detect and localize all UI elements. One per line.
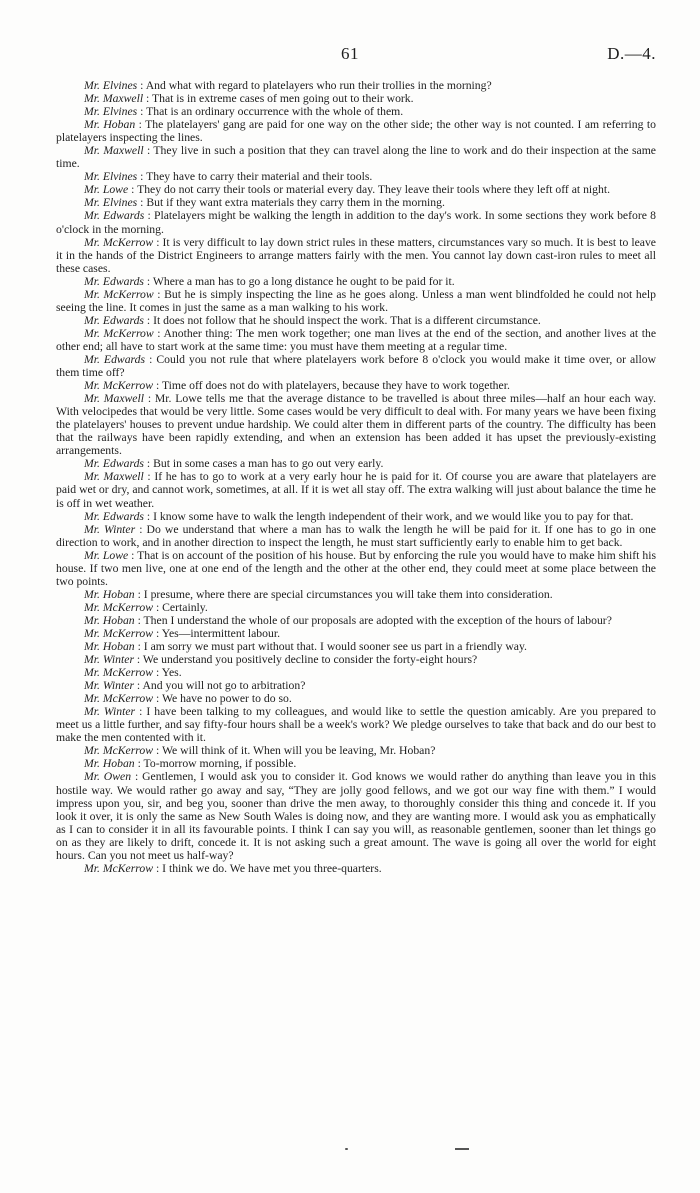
speaker-name: Mr. Edwards — [84, 313, 144, 327]
speaker-name: Mr. Winter — [84, 679, 134, 693]
speech-text: But if they want extra materials they carry them in the morning. — [146, 196, 445, 210]
speaker-name: Mr. Hoban — [84, 757, 135, 771]
speaker-name: Mr. Hoban — [84, 118, 136, 132]
speech-text: Platelayers might be walking the length in addition to the day's work. In some sections they work before 8 o'clock in the morning. — [56, 209, 657, 236]
page-number: 61 — [341, 44, 359, 63]
speaker-separator: : — [134, 757, 144, 771]
transcript-body — [56, 79, 656, 875]
speaker-name: Mr. McKerrow — [84, 626, 154, 640]
transcript-paragraph — [56, 510, 656, 523]
speech-text: They live in such a position that they can travel along the line to work and do their inspection at the same time. — [56, 144, 656, 171]
transcript-paragraph — [56, 314, 656, 327]
transcript-paragraph — [56, 705, 656, 744]
speech-text: That is in extreme cases of men going out to their work. — [151, 92, 414, 106]
speaker-name: Mr. McKerrow — [84, 235, 154, 249]
transcript-paragraph — [56, 770, 656, 861]
speech-text: If he has to go to work at a very early hour he is paid for it. Of course you are aware that platelayers are paid wet or dry, and cannot work, sometimes, at all. If it is wet all stay off. The extra walking will just about balance the time he is off in wet weather. — [56, 470, 657, 510]
speaker-name: Mr. Hoban — [84, 613, 135, 627]
transcript-paragraph — [56, 275, 656, 288]
speech-text: They do not carry their tools or material every day. They leave their tools where they left off at night. — [137, 183, 611, 197]
transcript-paragraph — [56, 457, 656, 470]
speech-text: I think we do. We have met you three-quarters. — [162, 861, 382, 875]
speaker-separator: : — [143, 144, 154, 158]
speaker-separator: : — [153, 626, 162, 640]
transcript-paragraph — [56, 353, 656, 379]
speaker-separator: : — [143, 470, 155, 484]
speaker-separator: : — [153, 600, 163, 614]
speech-text: We have no power to do so. — [161, 692, 292, 706]
transcript-paragraph — [56, 549, 656, 588]
transcript-paragraph — [56, 392, 656, 457]
speaker-separator: : — [137, 170, 147, 184]
speech-text: It is very difficult to lay down strict rules in these matters, circumstances vary so much. It is best to leave it in the hands of the District Engineers to arrange matters fairly with the men. You cannot lay down cast-iron rules to meet all these cases. — [56, 235, 656, 275]
transcript-paragraph — [56, 862, 656, 875]
speaker-name: Mr. Elvines — [84, 196, 138, 210]
speech-text: Time off does not do with platelayers, because they have to work together. — [161, 379, 510, 393]
speaker-name: Mr. Maxwell — [84, 392, 144, 406]
speech-text: Do we understand that where a man has to walk the length he will be paid for it. If one has to go in one direction to work, and in another direction to inspect the length, he must start sufficiently early to enable him to get back. — [56, 522, 656, 549]
transcript-paragraph — [56, 79, 656, 92]
speaker-separator: : — [134, 613, 144, 627]
transcript-paragraph — [56, 627, 656, 640]
transcript-paragraph — [56, 588, 656, 601]
speaker-name: Mr. McKerrow — [84, 861, 154, 875]
speaker-name: Mr. McKerrow — [84, 379, 154, 393]
speaker-separator: : — [135, 522, 147, 536]
footer-marks — [0, 1148, 700, 1158]
speaker-separator: : — [143, 457, 154, 471]
speaker-name: Mr. Lowe — [84, 183, 129, 197]
speaker-name: Mr. Maxwell — [84, 144, 144, 158]
speaker-name: Mr. McKerrow — [84, 600, 154, 614]
speech-text: Certainly. — [162, 600, 208, 614]
speech-text: And you will not go to arbitration? — [142, 679, 306, 693]
transcript-paragraph — [56, 679, 656, 692]
speech-text: I know some have to walk the length independent of their work, and we would like you to pay for that. — [153, 509, 634, 523]
speaker-name: Mr. McKerrow — [84, 666, 154, 680]
transcript-paragraph — [56, 105, 656, 118]
speech-text: To-morrow morning, if possible. — [143, 757, 297, 771]
speech-text: They have to carry their material and their tools. — [146, 170, 373, 184]
transcript-paragraph — [56, 614, 656, 627]
speech-text: I am sorry we must part without that. I would sooner see us part in a friendly way. — [143, 640, 527, 654]
speaker-name: Mr. Lowe — [84, 548, 129, 562]
speaker-separator: : — [143, 274, 153, 288]
speaker-separator: : — [143, 509, 154, 523]
speech-text: But in some cases a man has to go out very early. — [153, 457, 384, 471]
speaker-separator: : — [137, 196, 147, 210]
transcript-paragraph — [56, 523, 656, 549]
speech-text: Where a man has to go a long distance he ought to be paid for it. — [152, 274, 455, 288]
speaker-name: Mr. McKerrow — [84, 692, 154, 706]
speaker-separator: : — [143, 313, 154, 327]
speech-text: I presume, where there are special circumstances you will take them into consideration. — [143, 587, 553, 601]
footer-dash-mark — [455, 1148, 469, 1150]
speech-text: But he is simply inspecting the line as he goes along. Unless a man went blindfolded he could not help seeing the line. It comes in just the same as a man walking to his work. — [56, 287, 656, 314]
speaker-name: Mr. Winter — [84, 653, 134, 667]
transcript-paragraph — [56, 757, 656, 770]
speaker-separator: : — [143, 392, 155, 406]
speaker-separator: : — [153, 666, 162, 680]
speech-text: I have been talking to my colleagues, and would like to settle the question amicably. Are you prepared to meet us a little further, and say fifty-four hours shall be a week's work? We pledge ourselves to take that back and do our best to make the men contented with it. — [56, 705, 656, 745]
document-reference: D.—4. — [607, 44, 656, 63]
speaker-name: Mr. Elvines — [84, 105, 138, 119]
transcript-paragraph — [56, 288, 656, 314]
transcript-paragraph — [56, 470, 656, 509]
speaker-name: Mr. Edwards — [84, 352, 146, 366]
speech-text: It does not follow that he should inspect the work. That is a different circumstance. — [153, 313, 541, 327]
speech-text: Yes—intermittent labour. — [161, 626, 280, 640]
speaker-separator: : — [134, 640, 144, 654]
transcript-paragraph — [56, 183, 656, 196]
speaker-separator: : — [145, 352, 157, 366]
speaker-separator: : — [153, 326, 164, 340]
transcript-paragraph — [56, 209, 656, 235]
speaker-name: Mr. Hoban — [84, 587, 135, 601]
speaker-separator: : — [135, 118, 146, 132]
speaker-name: Mr. Owen — [84, 770, 132, 784]
transcript-paragraph — [56, 379, 656, 392]
transcript-paragraph — [56, 196, 656, 209]
transcript-paragraph — [56, 92, 656, 105]
speaker-name: Mr. Edwards — [84, 509, 144, 523]
speaker-name: Mr. Maxwell — [84, 92, 144, 106]
transcript-paragraph — [56, 327, 656, 353]
speaker-separator: : — [134, 679, 143, 693]
speaker-name: Mr. Maxwell — [84, 470, 144, 484]
speaker-separator: : — [134, 653, 143, 667]
transcript-paragraph — [56, 692, 656, 705]
speaker-name: Mr. Winter — [84, 705, 136, 719]
speech-text: Another thing: The men work together; one man lives at the end of the section, and another lives at the other end; all have to start work at the same time: you must have them meeting at a regular time. — [56, 326, 657, 353]
transcript-paragraph — [56, 744, 656, 757]
footer-dot-mark — [345, 1148, 348, 1150]
speaker-separator: : — [128, 183, 138, 197]
speaker-separator: : — [153, 744, 162, 758]
speaker-separator: : — [153, 379, 162, 393]
transcript-paragraph — [56, 144, 656, 170]
speech-text: Gentlemen, I would ask you to consider it. God knows we would rather do anything than leave you in this hostile way. We would rather go away and say, “They are jolly good fellows, and we got our way fine with them.” I would impress upon you, sir, and beg you, sooner than drive the men away, to thoroughly consider this thing and concede it. If you look it over, it is only the same as New South Wales is doing now, and they are wanting more. I would ask you as emphatically as I can to consider it in all its favourable points. I think I can say you will, as reasonable gentlemen, sooner than let things go on as they are likely to drift, concede it. It is not asking such a great amount. The wave is going all over the world for eight hours. Can you not meet us half-way? — [56, 770, 656, 862]
speaker-name: Mr. McKerrow — [84, 744, 154, 758]
speech-text: That is an ordinary occurrence with the whole of them. — [146, 105, 404, 119]
speech-text: Yes. — [161, 666, 182, 680]
speech-text: The platelayers' gang are paid for one way on the other side; the other way is not counted. I am referring to platelayers inspecting the lines. — [56, 118, 656, 145]
speech-text: We understand you positively decline to consider the forty-eight hours? — [142, 653, 478, 667]
speaker-name: Mr. McKerrow — [84, 287, 154, 301]
speaker-name: Mr. Edwards — [84, 457, 144, 471]
speaker-separator: : — [153, 861, 163, 875]
transcript-paragraph — [56, 170, 656, 183]
transcript-paragraph — [56, 666, 656, 679]
speech-text: That is on account of the position of his house. But by enforcing the rule you would have to make him shift his house. If two men live, one at one end of the length and the other at the other end, they could meet at some place between the two points. — [56, 548, 656, 588]
speaker-separator: : — [134, 587, 144, 601]
speaker-name: Mr. Winter — [84, 522, 136, 536]
speech-text: And what with regard to platelayers who run their trollies in the morning? — [145, 79, 492, 92]
speech-text: Then I understand the whole of our proposals are adopted with the exception of the hours of labour? — [143, 613, 612, 627]
speech-text: We will think of it. When will you be leaving, Mr. Hoban? — [161, 744, 436, 758]
speaker-name: Mr. Edwards — [84, 209, 145, 223]
speaker-name: Mr. Hoban — [84, 640, 135, 654]
speaker-name: Mr. Elvines — [84, 79, 138, 92]
transcript-paragraph — [56, 601, 656, 614]
speaker-name: Mr. Elvines — [84, 170, 138, 184]
speaker-name: Mr. Edwards — [84, 274, 144, 288]
transcript-paragraph — [56, 118, 656, 144]
speaker-separator: : — [144, 209, 154, 223]
transcript-paragraph — [56, 236, 656, 275]
speaker-separator: : — [153, 692, 162, 706]
speaker-separator: : — [143, 92, 152, 106]
speaker-name: Mr. McKerrow — [84, 326, 154, 340]
transcript-paragraph — [56, 653, 656, 666]
speaker-separator: : — [131, 770, 143, 784]
transcript-paragraph — [56, 640, 656, 653]
speaker-separator: : — [128, 548, 138, 562]
speaker-separator: : — [137, 105, 147, 119]
speech-text: Mr. Lowe tells me that the average distance to be travelled is about three miles—half an hour each way. With velocipedes that would be very little. Some cases would be very difficult to deal with. For many years we have been fixing the platelayers' houses to prevent undue hardship. We could alter them in different parts of the country. The difficulty has been that the railways have been rapidly extending, and when an extension has been added it has upset the previously-existing arrangements. — [56, 392, 657, 458]
speaker-separator: : — [135, 705, 147, 719]
speaker-separator: : — [153, 235, 163, 249]
speech-text: Could you not rule that where platelayers work before 8 o'clock you would make it time over, or allow them time off? — [56, 352, 657, 380]
speaker-separator: : — [137, 79, 146, 92]
speaker-separator: : — [153, 287, 165, 301]
